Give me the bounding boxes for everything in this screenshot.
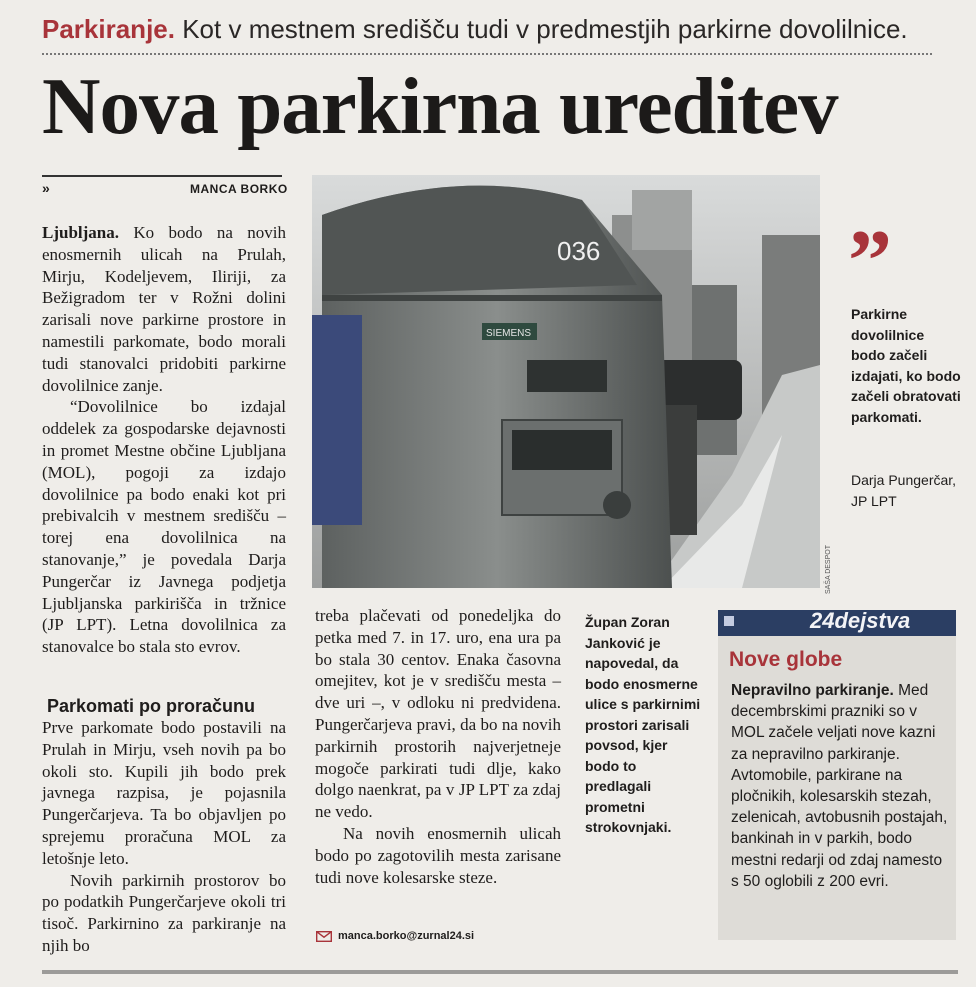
pull-quote-text: Parkirne dovolilnice bodo začeli izdajati, ko bodo začeli obratovati parkomati. <box>851 306 961 425</box>
body-column-1 <box>42 222 286 658</box>
author-name: MANCA BORKO <box>190 182 288 196</box>
dotted-divider <box>42 53 932 55</box>
pull-quote-author: Darja Pungerčar, JP LPT <box>851 472 957 509</box>
author-chevron-icon: » <box>42 180 50 196</box>
side-quote: Župan Zoran Janković je napovedal, da bodo enosmerne ulice s parkirnimi prostori zarisali povsod, kjer bodo to predlagali prometni strokovnjaki. <box>585 614 701 835</box>
author-rule <box>42 175 282 177</box>
body-paragraph: Na novih enosmernih ulicah bodo po zagotovilih mesta zarisane tudi nove kolesarske steze. <box>315 823 561 887</box>
facts-box-text <box>731 680 949 892</box>
paragraph-text: Ko bodo na novih enosmernih ulicah na Prulah, Mirju, Kodeljevem, Iliriji, za Bežigradom ter v Rožni dolini zarisali nove parkirne prostore in namestili parkomate, bodo morali tudi stanovalci pridobiti parkirne dovolilnice zanje. <box>42 223 286 395</box>
envelope-icon <box>316 931 332 942</box>
kicker-text: Kot v mestnem središču tudi v predmestjih parkirne dovolilnice. <box>182 14 908 44</box>
body-paragraph <box>42 222 286 396</box>
body-paragraph: Novih parkirnih prostorov bo po podatkih Pungerčarjeve okoli tri tisoč. Parkirnino za parkiranje na njih bo <box>42 870 286 955</box>
kicker-line <box>42 14 932 45</box>
author-email[interactable]: manca.borko@zurnal24.si <box>338 930 475 942</box>
facts-box-square-icon <box>724 616 734 626</box>
meter-brand-label: SIEMENS <box>486 328 532 339</box>
meter-number-label: 036 <box>557 236 601 266</box>
body-column-2 <box>315 605 561 888</box>
dateline: Ljubljana. <box>42 223 119 242</box>
body-paragraph: Prve parkomate bodo postavili na Prulah in Mirju, vseh novih pa bo okoli sto. Kupili jih bodo prek javnega razpisa, je pojasnila Pungerčarjeva. Ta bo objavljen po sprejemu proračuna MOL za letošnje leto. <box>42 718 286 868</box>
facts-box-brand: 24dejstva <box>810 608 911 633</box>
body-paragraph: “Dovolilnice bo izdajal oddelek za gospodarske dejavnosti in promet Mestne občine Ljubljana (MOL), pogoji za izdajo dovolilnice pa bodo enaki kot pri prebivalcih v mestnem središču – torej ena dovolilnica na stanovanje,” je povedala Darja Pungerčar iz Javnega podjetja Ljubljanska parkirišča in tržnice (JP LPT). Letna dovolilnica za stanovalce bo stala sto evrov. <box>42 397 286 657</box>
facts-box-body: Med decembrskimi prazniki so v MOL začele veljati nove kazni za nepravilno parkiranje. Avtomobile, parkirane na pločnikih, kolesarskih stezah, zelenicah, avtobusnih postajah, bankinah in v parkih, bodo mestni redarji od zdaj namesto s 50 oglobili z 200 evri. <box>731 682 948 890</box>
author-email-row[interactable] <box>316 930 474 942</box>
facts-box-title: Nove globe <box>729 648 843 671</box>
kicker-keyword: Parkiranje. <box>42 14 175 44</box>
body-column-1-continued <box>42 717 286 957</box>
headline: Nova parkirna ureditev <box>42 61 838 151</box>
parking-meter-photo <box>312 175 820 588</box>
subheading: Parkomati po proračunu <box>47 696 256 716</box>
quote-mark-icon: ” <box>848 213 892 310</box>
photo-illustration <box>312 175 820 588</box>
bottom-rule <box>42 970 958 974</box>
body-paragraph: treba plačevati od ponedeljka do petka med 7. in 17. uro, ena ura pa bo stala 30 centov. Enaka časovna omejitev, kot je v središču mesta – dve uri –, v odloku ni predvidena. Pungerčarjeva pravi, da bo na novih parkirnih prostorih najverjetneje mogoče parkirati tudi dlje, kako dolgo naenkrat, pa v JP LPT za zdaj ne vedo. <box>315 606 561 822</box>
photo-credit: SAŠA DESPOT <box>825 545 832 595</box>
facts-box-lead: Nepravilno parkiranje. <box>731 682 894 699</box>
